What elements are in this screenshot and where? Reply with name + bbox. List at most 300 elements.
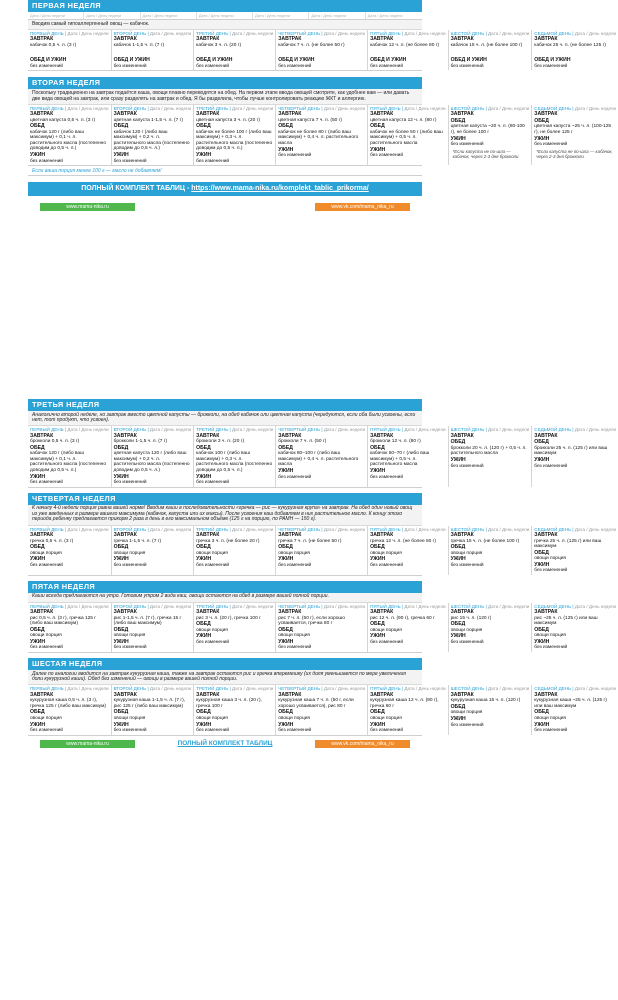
day-heading: ТРЕТИЙ ДЕНЬ | Дата / День недели	[196, 427, 274, 433]
week1-intro: Вводим самый гипоаллергенный овощ — кабачок.	[28, 20, 422, 30]
dinner-label: УЖИН	[370, 721, 386, 728]
breakfast-label: ЗАВТРАК	[534, 36, 558, 43]
day-heading: СЕДЬМОЙ ДЕНЬ | Дата / День недели	[534, 603, 617, 609]
day-date: Дата / День недели	[323, 603, 366, 609]
week5-intro: Каши всегда предлагаются на утро. Готовим утром 2 вида каш, овощи остаются на обед в размере вашей полной порции.	[28, 593, 422, 603]
week4-table	[28, 526, 617, 576]
breakfast-label: ЗАВТРАК	[30, 609, 54, 616]
day-heading: ЧЕТВЕРТЫЙ ДЕНЬ | Дата / День недели	[278, 30, 366, 36]
day-date: Дата / День недели	[149, 30, 192, 36]
w2-day-6	[449, 105, 533, 165]
dinner-value: без изменений	[370, 153, 404, 158]
breakfast-value: кабачок 12 ч. л. (не более 80 г)	[370, 42, 440, 48]
lunch-label: ОБЕД	[534, 549, 549, 556]
dinner-value: без изменений	[534, 645, 568, 651]
dinner-value: без изменений	[370, 728, 404, 734]
lunch-value: овощи порция	[370, 550, 402, 556]
lunch-value: кабачок не более 80 г (либо ваш максимум) + 0,4 ч. л. растительного масла	[278, 129, 359, 146]
day-heading: ПЕРВЫЙ ДЕНЬ | Дата / День недели	[30, 603, 109, 609]
lunch-label: ОБЕД	[30, 544, 45, 551]
day-name: ШЕСТОЙ ДЕНЬ	[450, 603, 485, 609]
day-name: ПЯТЫЙ ДЕНЬ	[370, 105, 401, 111]
dinner-label: УЖИН	[534, 721, 550, 728]
dinner-label: УЖИН	[450, 457, 466, 464]
breakfast-label: ЗАВТРАК	[196, 609, 220, 616]
dinner-value: без изменений	[196, 158, 230, 164]
w1-day-6	[449, 30, 533, 71]
dinner-label: УЖИН	[450, 716, 466, 723]
dinner-value: без изменений	[278, 153, 312, 158]
dinner-label: УЖИН	[534, 135, 550, 142]
dinner-value: без изменений	[278, 645, 312, 651]
lunch-value: овощи порция	[450, 550, 483, 556]
breakfast-value: кукурузная каша 12 ч. л. (90 г), гречка 60 г	[370, 698, 439, 709]
lunch-value: кабачок 120 г (либо ваш максимум) + 0,1 ч. л. растительного масла (постепенно доводим до 0,5 ч. л.)	[30, 129, 106, 152]
week4-header: ЧЕТВЕРТАЯ НЕДЕЛЯ	[28, 493, 422, 505]
day-name: ПЕРВЫЙ ДЕНЬ	[30, 105, 64, 111]
day-date: Дата / День недели	[67, 603, 109, 609]
day-heading: ВТОРОЙ ДЕНЬ | Дата / День недели	[113, 526, 192, 532]
day-date: Дата / День недели	[404, 105, 446, 111]
lunch-label: ОБЕД	[30, 123, 45, 130]
day-heading: ШЕСТОЙ ДЕНЬ | Дата / День недели	[450, 526, 530, 532]
day-date: Дата / День недели	[488, 105, 530, 111]
lunch-label: ОБЕД	[278, 626, 293, 633]
day-date: Дата / День недели	[323, 105, 366, 111]
breakfast-value: цветная капуста 3 ч. л. (20 г)	[196, 117, 260, 123]
spacer	[534, 48, 616, 57]
breakfast-label: ЗАВТРАК	[278, 691, 302, 698]
breakfast-value: рис 0,5 ч. л. (3 г), гречка 125 г (либо ваш максимум)	[30, 615, 97, 627]
lunch-value: цветная капуста ~25 ч. л. (100-125 г), не более 125 г	[534, 124, 612, 135]
lunch-value: кабачок 120 г (либо ваш максимум) + 0,1 ч. л. растительного масла (постепенно доводим до 0,5 ч. л.)	[30, 451, 106, 473]
breakfast-label: ЗАВТРАК	[278, 36, 302, 43]
breakfast-value: гречка 3 ч. л. (не более 20 г)	[196, 538, 260, 544]
day-heading: ВТОРОЙ ДЕНЬ | Дата / День недели	[113, 427, 192, 433]
breakfast-label: ЗАВТРАК	[534, 691, 558, 698]
lunch-label: ОБЕД	[370, 621, 385, 628]
lunch-value: овощи порция	[278, 715, 310, 721]
breakfast-label: ЗАВТРАК	[370, 609, 394, 616]
lunch-label: ОБЕД	[278, 544, 293, 551]
breakfast-label: ЗАВТРАК	[196, 432, 220, 439]
w5-day-3	[194, 603, 276, 652]
dinner-value: без изменений	[450, 463, 484, 469]
day-date: Дата / День недели	[404, 526, 446, 532]
day-name: ТРЕТИЙ ДЕНЬ	[196, 105, 229, 111]
day-heading: ТРЕТИЙ ДЕНЬ | Дата / День недели	[196, 686, 274, 692]
w5-day-7	[532, 603, 618, 652]
week6-header: ШЕСТАЯ НЕДЕЛЯ	[28, 658, 422, 670]
breakfast-label: ЗАВТРАК	[30, 432, 54, 439]
lunch-value: кабачок 100 г (либо ваш максимум) + 0,3 ч. л. растительного масла (постепенно доводим до 0,5 ч. л.)	[196, 451, 273, 473]
lunch-dinner-label: ОБЕД И УЖИН	[196, 57, 233, 64]
day-name: СЕДЬМОЙ ДЕНЬ	[534, 105, 572, 111]
day-note: *Если капуста не по-шла — кабачок, через 2-3 дня брокколи	[452, 148, 519, 159]
day-heading: ШЕСТОЙ ДЕНЬ | Дата / День недели	[450, 603, 530, 609]
lunch-label: ОБЕД	[113, 626, 129, 633]
dinner-label: УЖИН	[370, 146, 386, 153]
dinner-label: УЖИН	[278, 721, 294, 728]
dinner-label: УЖИН	[30, 721, 46, 728]
w6-day-1	[28, 685, 112, 734]
dinner-label: УЖИН	[30, 638, 46, 645]
lunch-value: кабачок не более 100 г (либо ваш максимум) + 0,3 ч. л. растительного масла (постепенно доводим до 0,5 ч. л.)	[196, 129, 273, 152]
breakfast-label: ЗАВТРАК	[450, 609, 474, 616]
dinner-value: без изменений	[113, 480, 147, 486]
breakfast-label: ЗАВТРАК	[196, 532, 220, 538]
dinner-label: УЖИН	[196, 633, 212, 640]
lunch-label: ОБЕД	[370, 123, 385, 130]
breakfast-value: рис 12 ч. л. (90 г), гречка 60 г	[370, 615, 435, 621]
lunch-dinner-label: ОБЕД И УЖИН	[113, 57, 150, 64]
breakfast-value: кукурузная каша 15 ч. л. (120 г)	[450, 698, 521, 704]
day-note: *Если капуста не по-шла — кабачок, через 2-3 дня брокколи	[536, 148, 613, 159]
dinner-label: УЖИН	[196, 556, 212, 563]
day-name: ТРЕТИЙ ДЕНЬ	[196, 686, 229, 692]
day-date: Дата / День недели	[67, 526, 109, 532]
lunch-label: ОБЕД	[196, 444, 211, 451]
dinner-label: УЖИН	[450, 556, 466, 563]
week5-table	[28, 603, 617, 653]
full-set-label: ПОЛНЫЙ КОМПЛЕКТ ТАБЛИЦ -	[81, 185, 192, 193]
lunch-value: овощи порция	[30, 715, 62, 721]
day-date: Дата / День недели	[404, 30, 446, 36]
dinner-value: без изменений	[534, 728, 568, 734]
lunch-label: ОБЕД	[534, 439, 549, 446]
full-set-link[interactable]: https://www.mama-nika.ru/komplekt_tablic_prikorma/	[191, 185, 369, 193]
breakfast-label: ЗАВТРАК	[30, 691, 54, 698]
day-heading: ПЕРВЫЙ ДЕНЬ | Дата / День недели	[30, 686, 109, 692]
lunch-value: овощи порция	[534, 633, 566, 639]
dinner-value: без изменений	[196, 728, 230, 734]
day-date: Дата / День недели	[149, 686, 192, 692]
lunch-label: ОБЕД	[450, 621, 466, 628]
week6-table	[28, 685, 617, 735]
day-date: Дата / День недели	[323, 427, 366, 433]
day-heading: ЧЕТВЕРТЫЙ ДЕНЬ | Дата / День недели	[278, 427, 366, 433]
week2-table	[28, 105, 617, 166]
lunch-label: ОБЕД	[370, 444, 385, 451]
w4-day-3	[194, 526, 276, 575]
day-heading: ЧЕТВЕРТЫЙ ДЕНЬ | Дата / День недели	[278, 686, 366, 692]
dinner-value: без изменений	[450, 562, 484, 568]
day-heading: ТРЕТИЙ ДЕНЬ | Дата / День недели	[196, 526, 274, 532]
lunch-value: овощи порция	[450, 627, 483, 633]
breakfast-value: цветная капуста 12 ч. л. (80 г)	[370, 117, 437, 123]
day-date: Дата / День недели	[488, 427, 530, 433]
day-name: ШЕСТОЙ ДЕНЬ	[450, 427, 485, 433]
day-name: ПЯТЫЙ ДЕНЬ	[370, 603, 401, 609]
lunch-dinner-label: ОБЕД И УЖИН	[30, 57, 67, 64]
dinner-value: без изменений	[196, 639, 230, 645]
day-date: Дата / День недели	[488, 603, 530, 609]
day-date: Дата / День недели	[574, 427, 617, 433]
day-date: Дата / День недели	[488, 686, 530, 692]
dinner-label: УЖИН	[370, 556, 386, 563]
dinner-label: УЖИН	[30, 152, 46, 158]
breakfast-label: ЗАВТРАК	[450, 432, 474, 439]
breakfast-label: ЗАВТРАК	[113, 111, 137, 118]
breakfast-value: кабачок 1-1,5 ч. л. (7 г)	[113, 42, 165, 48]
day-heading: ПЯТЫЙ ДЕНЬ | Дата / День недели	[370, 686, 446, 692]
day-name: ПЕРВЫЙ ДЕНЬ	[30, 526, 64, 532]
lunch-label: ОБЕД	[534, 117, 549, 124]
w6-day-2	[112, 685, 195, 734]
w3-day-2	[112, 426, 195, 486]
dinner-value: без изменений	[113, 728, 147, 734]
spacer	[451, 48, 530, 57]
lunch-value: овощи порция	[30, 633, 62, 639]
week1-header: ПЕРВАЯ НЕДЕЛЯ	[28, 0, 422, 12]
day-name: ЧЕТВЕРТЫЙ ДЕНЬ	[278, 603, 321, 609]
breakfast-value: кабачок 7 ч. л. (не более 50 г)	[278, 42, 345, 48]
dinner-value: без изменений	[113, 158, 147, 164]
lunch-label: ОБЕД	[278, 709, 293, 716]
day-heading: СЕДЬМОЙ ДЕНЬ | Дата / День недели	[534, 526, 617, 532]
day-name: СЕДЬМОЙ ДЕНЬ	[534, 603, 572, 609]
breakfast-value: цветная капуста 0,5 ч. л. (3 г)	[30, 117, 96, 123]
day-heading: ПЯТЫЙ ДЕНЬ | Дата / День недели	[370, 30, 446, 36]
dinner-label: УЖИН	[113, 721, 129, 728]
day-name: ВТОРОЙ ДЕНЬ	[113, 526, 147, 532]
breakfast-label: ЗАВТРАК	[196, 691, 220, 698]
lunch-label: ОБЕД	[30, 626, 45, 633]
dinner-value: без изменений	[278, 562, 312, 568]
lunch-value: овощи порция	[30, 550, 62, 556]
day-name: ТРЕТИЙ ДЕНЬ	[196, 526, 229, 532]
dinner-label: УЖИН	[30, 473, 46, 480]
w6-day-3	[194, 685, 276, 734]
day-name: ВТОРОЙ ДЕНЬ	[113, 603, 147, 609]
breakfast-value: кабачок 0,5 ч. л. (3 г)	[30, 42, 77, 48]
day-name: ПЯТЫЙ ДЕНЬ	[370, 30, 401, 36]
breakfast-value: гречка 7 ч. л. (не более 50 г)	[278, 538, 342, 544]
dinner-value: без изменений	[113, 645, 147, 651]
lunch-label: ОБЕД	[30, 444, 45, 451]
lunch-value: овощи порция	[534, 715, 566, 721]
lunch-value: овощи порция	[370, 715, 402, 721]
day-name: СЕДЬМОЙ ДЕНЬ	[534, 427, 572, 433]
lunch-label: ОБЕД	[196, 621, 211, 628]
breakfast-label: ЗАВТРАК	[450, 532, 474, 538]
day-name: ШЕСТОЙ ДЕНЬ	[450, 105, 485, 111]
week3-header: ТРЕТЬЯ НЕДЕЛЯ	[28, 399, 422, 411]
w1-day-4	[276, 30, 368, 71]
day-heading: СЕДЬМОЙ ДЕНЬ | Дата / День недели	[534, 30, 617, 36]
breakfast-value: брокколи 0,5 ч. л. (3 г)	[30, 439, 80, 445]
dinner-value: без изменений	[534, 568, 568, 574]
lunch-dinner-value: без изменений	[450, 63, 484, 69]
full-set-link-2[interactable]: ПОЛНЫЙ КОМПЛЕКТ ТАБЛИЦ	[177, 740, 273, 748]
breakfast-label: ЗАВТРАК	[278, 609, 302, 616]
breakfast-label: ЗАВТРАК	[278, 432, 302, 439]
breakfast-value: кукурузная каша 0,5 ч. л. (3 г), гречка 125 г (либо ваш максимум)	[30, 698, 107, 709]
breakfast-label: ЗАВТРАК	[450, 691, 474, 698]
breakfast-label: ЗАВТРАК	[30, 532, 54, 538]
breakfast-value: гречка 12 ч. л. (не более 50 г)	[370, 538, 437, 544]
spacer	[30, 48, 109, 57]
w4-day-5	[368, 526, 449, 575]
day-heading: ПЕРВЫЙ ДЕНЬ | Дата / День недели	[30, 526, 109, 532]
w2-day-2	[112, 105, 195, 165]
dinner-label: УЖИН	[113, 556, 129, 563]
w3-day-4	[276, 426, 368, 486]
dinner-label: УЖИН	[278, 468, 294, 475]
w1-day-5	[368, 30, 449, 71]
day-date: Дата / День недели	[574, 603, 617, 609]
lunch-value: овощи порция	[113, 550, 146, 556]
w2-day-7	[532, 105, 618, 165]
dinner-label: УЖИН	[113, 638, 129, 645]
day-heading: ВТОРОЙ ДЕНЬ | Дата / День недели	[113, 603, 192, 609]
day-heading: ШЕСТОЙ ДЕНЬ | Дата / День недели	[450, 427, 530, 433]
w2-day-5	[368, 105, 449, 165]
day-heading: ПЯТЫЙ ДЕНЬ | Дата / День недели	[370, 427, 446, 433]
dinner-label: УЖИН	[196, 152, 212, 158]
day-date: Дата / День недели	[149, 603, 192, 609]
breakfast-label: ЗАВТРАК	[113, 432, 137, 439]
lunch-label: ОБЕД	[370, 544, 385, 551]
dinner-label: УЖИН	[196, 473, 212, 480]
dinner-label: УЖИН	[534, 561, 550, 568]
dinner-value: без изменений	[30, 728, 63, 734]
lunch-label: ОБЕД	[450, 703, 466, 710]
lunch-value: брокколи 25 ч. л. (125 г) или ваш максимум	[534, 445, 608, 457]
lunch-value: кабачок 80–100 г (либо ваш максимум) + 0,4 ч. л. растительного масла	[278, 451, 359, 468]
dinner-value: без изменений	[30, 562, 63, 568]
day-date: Дата / День недели	[149, 105, 192, 111]
dinner-value: без изменений	[278, 728, 312, 734]
lunch-label: ОБЕД	[196, 123, 211, 130]
breakfast-label: ЗАВТРАК	[370, 532, 394, 538]
day-date: Дата / День недели	[232, 603, 274, 609]
w3-day-7	[532, 426, 618, 486]
week3-intro: Аналогично второй неделе, но завтрак вместо цветной капусты — брокколи, на обед кабачок или цветная капуста (чередуются, если оба были усвоены, если нет, тот продукт, что усвоен).	[28, 411, 422, 426]
day-date: Дата / День недели	[232, 105, 274, 111]
week2-footnote: Если ваша порция менее 100 г — масло не добавляем!	[28, 166, 422, 176]
lunch-value: овощи порция	[196, 627, 228, 633]
lunch-dinner-value: без изменений	[370, 63, 404, 69]
w3-day-3	[194, 426, 276, 486]
day-date: Дата / День недели	[323, 686, 366, 692]
breakfast-value: брокколи 7 ч. л. (50 г)	[278, 439, 327, 445]
breakfast-label: ЗАВТРАК	[196, 36, 220, 43]
dinner-value: без изменений	[370, 474, 404, 480]
day-name: СЕДЬМОЙ ДЕНЬ	[534, 30, 572, 36]
day-name: ПЕРВЫЙ ДЕНЬ	[30, 427, 64, 433]
day-name: ТРЕТИЙ ДЕНЬ	[196, 30, 229, 36]
w1-day-1	[28, 30, 112, 71]
breakfast-value: гречка 1-1,5 ч. л. (7 г)	[113, 538, 162, 544]
day-heading: ПЯТЫЙ ДЕНЬ | Дата / День недели	[370, 105, 446, 111]
day-name: ШЕСТОЙ ДЕНЬ	[450, 686, 485, 692]
day-name: СЕДЬМОЙ ДЕНЬ	[534, 526, 572, 532]
breakfast-value: рис 3 ч. л. (20 г), гречка 100 г	[196, 615, 261, 621]
vk-badge-2[interactable]: www.vk.com/mama_nika_ru	[315, 740, 410, 748]
spacer	[114, 48, 192, 57]
day-name: ВТОРОЙ ДЕНЬ	[113, 30, 147, 36]
day-date: Дата / День недели	[488, 526, 530, 532]
day-heading: ВТОРОЙ ДЕНЬ | Дата / День недели	[113, 30, 192, 36]
lunch-label: ОБЕД	[278, 444, 293, 451]
lunch-dinner-label: ОБЕД И УЖИН	[278, 57, 315, 64]
w6-day-5	[368, 685, 449, 734]
day-name: СЕДЬМОЙ ДЕНЬ	[534, 686, 572, 692]
day-heading: ШЕСТОЙ ДЕНЬ | Дата / День недели	[450, 686, 530, 692]
lunch-label: ОБЕД	[534, 626, 549, 633]
day-date: Дата / День недели	[149, 526, 192, 532]
day-name: ЧЕТВЕРТЫЙ ДЕНЬ	[278, 686, 321, 692]
day-heading: ЧЕТВЕРТЫЙ ДЕНЬ | Дата / День недели	[278, 105, 366, 111]
page1-footer	[28, 196, 422, 211]
lunch-value: овощи порция	[278, 550, 310, 556]
w3-day-6	[449, 426, 533, 486]
w4-day-7	[532, 526, 618, 575]
w1-day-7	[532, 30, 618, 71]
w2-day-3	[194, 105, 276, 165]
dinner-value: без изменений	[370, 639, 404, 645]
day-name: ПЕРВЫЙ ДЕНЬ	[30, 603, 64, 609]
day-heading: ВТОРОЙ ДЕНЬ | Дата / День недели	[113, 686, 192, 692]
breakfast-label: ЗАВТРАК	[534, 432, 558, 439]
page-1	[28, 0, 617, 351]
day-name: ШЕСТОЙ ДЕНЬ	[450, 30, 485, 36]
day-heading: ПЯТЫЙ ДЕНЬ | Дата / День недели	[370, 603, 446, 609]
breakfast-value: брокколи 3 ч. л. (20 г)	[196, 439, 245, 445]
day-date: Дата / День недели	[67, 427, 109, 433]
lunch-value: кабачок не более 50 г (либо ваш максимум) + 0,5 ч. л. растительного масла	[370, 129, 443, 146]
day-name: ПЕРВЫЙ ДЕНЬ	[30, 686, 64, 692]
dinner-label: УЖИН	[30, 556, 46, 563]
breakfast-label: ЗАВТРАК	[534, 532, 558, 538]
dinner-label: УЖИН	[113, 152, 129, 158]
spacer	[370, 48, 446, 57]
breakfast-value: рис 15 ч. л. (120 г)	[450, 615, 492, 621]
breakfast-label: ЗАВТРАК	[113, 532, 137, 538]
week1-dates-row: Дата / День недели Дата / День недели Дата / День недели Дата / День недели Дата / День недели Дата / День недели Дата / День недели	[28, 12, 422, 20]
lunch-label: ОБЕД	[113, 444, 129, 451]
dinner-label: УЖИН	[370, 633, 386, 640]
lunch-value: овощи порция	[196, 715, 228, 721]
day-heading: ТРЕТИЙ ДЕНЬ | Дата / День недели	[196, 30, 274, 36]
breakfast-value: рис ~25 ч. л. (125 г) или ваш максимум	[534, 615, 598, 627]
breakfast-value: кабачок 3 ч. л. (20 г)	[196, 42, 242, 48]
lunch-label: ОБЕД	[534, 709, 549, 716]
week6-intro: Далее по аналогии вводится на завтрак кукурузная каша, также на завтрак остаются рис и гречка вперемешку (их доля уменьшается по мере увеличения доли кукурузной каши). Обед без изменений — овощи в размере вашей полной порции.	[28, 670, 422, 685]
day-heading: ТРЕТИЙ ДЕНЬ | Дата / День недели	[196, 105, 274, 111]
w5-day-6	[449, 603, 533, 652]
breakfast-value: кабачок 15 ч. л. (не более 100 г)	[450, 42, 523, 48]
lunch-dinner-value: без изменений	[534, 63, 568, 69]
vk-badge[interactable]: www.vk.com/mama_nika_ru	[315, 203, 410, 211]
day-name: ШЕСТОЙ ДЕНЬ	[450, 526, 485, 532]
day-name: ПЯТЫЙ ДЕНЬ	[370, 526, 401, 532]
lunch-dinner-label: ОБЕД И УЖИН	[450, 57, 487, 64]
week5-header: ПЯТАЯ НЕДЕЛЯ	[28, 581, 422, 593]
lunch-label: ОБЕД	[113, 544, 129, 551]
dinner-value: без изменений	[450, 639, 484, 645]
site-badge-2[interactable]: www.mama-nika.ru	[40, 740, 135, 748]
lunch-label: ОБЕД	[196, 709, 211, 716]
dinner-value: без изменений	[450, 722, 484, 728]
breakfast-label: ЗАВТРАК	[450, 111, 474, 118]
day-date: Дата / День недели	[574, 105, 617, 111]
day-heading: СЕДЬМОЙ ДЕНЬ | Дата / День недели	[534, 427, 617, 433]
site-badge[interactable]: www.mama-nika.ru	[40, 203, 135, 211]
breakfast-value: цветная капуста 7 ч. л. (50 г)	[278, 117, 343, 123]
lunch-dinner-value: без изменений	[196, 63, 230, 69]
